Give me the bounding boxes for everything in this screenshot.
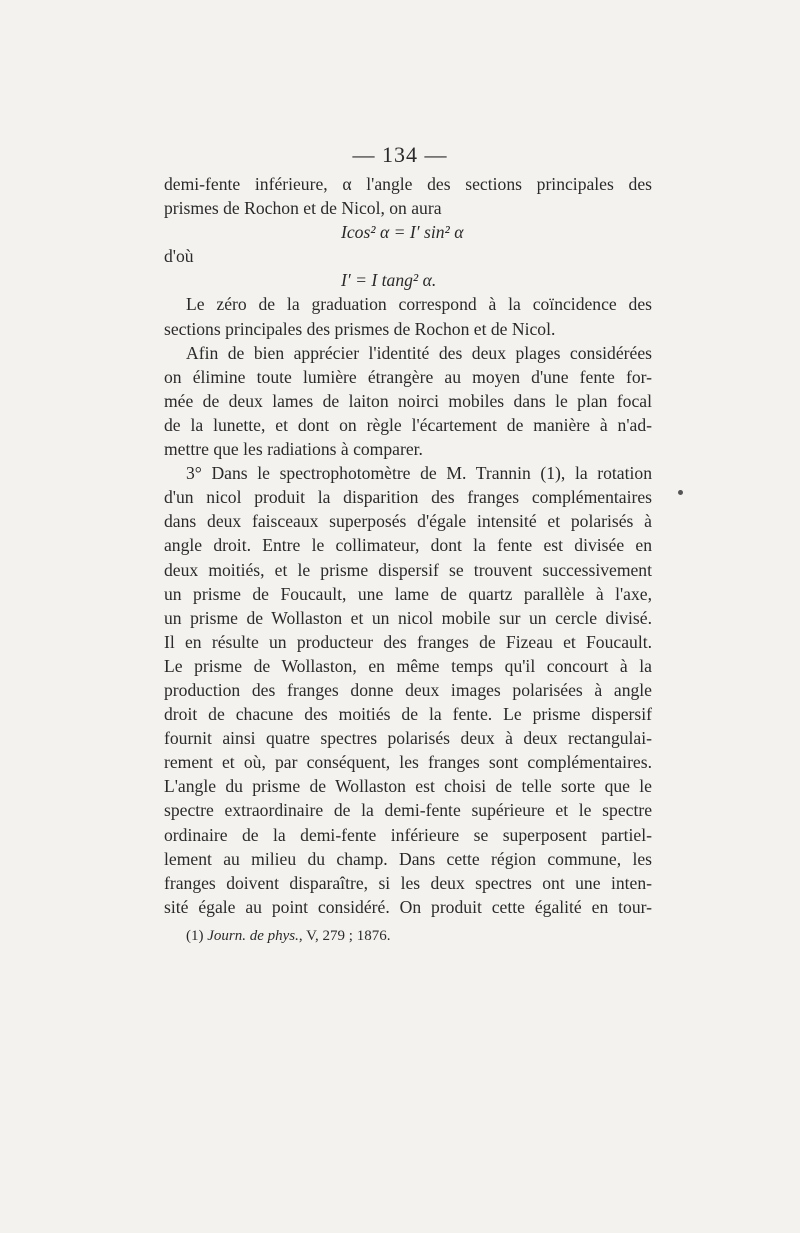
text-line: L'angle du prisme de Wollaston est choisi de telle sorte que le — [164, 776, 652, 797]
body-text — [164, 172, 652, 919]
page-number: — 134 — — [352, 142, 448, 167]
text-line: on élimine toute lumière étrangère au moyen d'une fente for- — [164, 366, 652, 387]
text-line: Le zéro de la graduation correspond à la coïncidence des — [186, 294, 652, 315]
text-line: Afin de bien apprécier l'identité des deux plages considérées — [186, 342, 652, 363]
text-line: ordinaire de la demi-fente inférieure se superposent partiel- — [164, 824, 652, 845]
text-line: prismes de Rochon et de Nicol, on aura — [164, 198, 442, 219]
text-line: franges doivent disparaître, si les deux spectres ont une inten- — [164, 872, 652, 893]
footnote — [186, 928, 390, 945]
text-line: spectre extraordinaire de la demi-fente supérieure et le spectre — [164, 800, 652, 821]
text-line: fournit ainsi quatre spectres polarisés deux à deux rectangulai- — [164, 728, 652, 749]
text-line: 3° Dans le spectrophotomètre de M. Trannin (1), la rotation — [186, 463, 652, 484]
text-line: angle droit. Entre le collimateur, dont la fente est divisée en — [164, 535, 652, 556]
text-line: Icos² α = I′ sin² α — [341, 222, 464, 243]
text-line: Le prisme de Wollaston, en même temps qu'il concourt à la — [164, 655, 652, 676]
margin-mark — [678, 490, 683, 495]
text-line: I′ = I tang² α. — [341, 270, 437, 291]
text-line: d'un nicol produit la disparition des franges complémentaires — [164, 487, 652, 508]
text-line: production des franges donne deux images polarisées à angle — [164, 679, 652, 700]
text-line: droit de chacune des moitiés de la fente. Le prisme dispersif — [164, 704, 652, 725]
text-line: rement et où, par conséquent, les franges sont complémentaires. — [164, 752, 652, 773]
footnote-journal: Journ. de phys. — [207, 928, 299, 944]
text-line: d'où — [164, 246, 194, 267]
text-line: demi-fente inférieure, α l'angle des sections principales des — [164, 174, 652, 194]
text-line: dans deux faisceaux superposés d'égale intensité et polarisés à — [164, 511, 652, 532]
text-line: mée de deux lames de laiton noirci mobiles dans le plan focal — [164, 390, 652, 411]
text-line: mettre que les radiations à comparer. — [164, 439, 423, 460]
text-line: lement au milieu du champ. Dans cette région commune, les — [164, 848, 652, 869]
text-line: un prisme de Foucault, une lame de quartz parallèle à l'axe, — [164, 583, 652, 604]
text-line: sections principales des prismes de Rochon et de Nicol. — [164, 318, 556, 339]
text-line: sité égale au point considéré. On produit cette égalité en tour- — [164, 896, 652, 917]
footnote-reference: , V, 279 ; 1876. — [298, 928, 391, 944]
text-line: Il en résulte un producteur des franges de Fizeau et Foucault. — [164, 631, 652, 652]
text-line: de la lunette, et dont on règle l'écartement de manière à n'ad- — [164, 414, 652, 435]
text-line: deux moitiés, et le prisme dispersif se trouvent successivement — [164, 559, 652, 580]
footnote-marker: (1) — [186, 928, 204, 944]
text-line: un prisme de Wollaston et un nicol mobile sur un cercle divisé. — [164, 607, 652, 628]
